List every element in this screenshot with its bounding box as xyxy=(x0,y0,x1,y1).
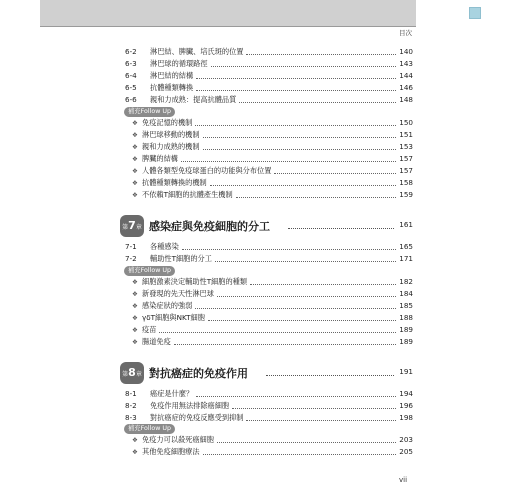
toc-entry[interactable]: 8-3 對抗癌症的免疫反應受到抑制 198 xyxy=(125,413,413,422)
toc-subentry[interactable]: ❖ 抗體種類轉換的機制 158 xyxy=(132,178,413,187)
toc-subentry[interactable]: ❖ 淋巴球移動的機制 151 xyxy=(132,130,413,139)
diamond-icon: ❖ xyxy=(132,155,138,163)
toc-entry[interactable]: 6-2 淋巴結、脾臟、培氏斑的位置 140 xyxy=(125,47,413,56)
diamond-icon: ❖ xyxy=(132,143,138,151)
toc-entry[interactable]: 6-6 親和力成熟：提高抗體品質 148 xyxy=(125,95,413,104)
diamond-icon: ❖ xyxy=(132,314,138,322)
chapter-page: 191 xyxy=(399,367,413,376)
toc-entry[interactable]: 6-4 淋巴結的結構 144 xyxy=(125,71,413,80)
chapter-title: 對抗癌症的免疫作用 xyxy=(149,367,248,380)
chapter-title: 感染症與免疫細胞的分工 xyxy=(149,220,270,233)
toc-subentry[interactable]: ❖ 免疫記憶的機制 150 xyxy=(132,118,413,127)
toc-subentry[interactable]: ❖ 人體各類型免疫球蛋白的功能與分布位置 157 xyxy=(132,166,413,175)
toc-subentry[interactable]: ❖ 免疫力可以殺死癌細胞 203 xyxy=(132,435,413,444)
toc-subentry[interactable]: ❖ 感染症狀的強弱 185 xyxy=(132,301,413,310)
page-number: vii xyxy=(399,476,408,484)
header-bar xyxy=(40,0,416,26)
toc-subentry[interactable]: ❖ 不依賴T細胞的抗體產生機制 159 xyxy=(132,190,413,199)
diamond-icon: ❖ xyxy=(132,191,138,199)
diamond-icon: ❖ xyxy=(132,167,138,175)
toc-subentry[interactable]: ❖ 脾臟的結構 157 xyxy=(132,154,413,163)
diamond-icon: ❖ xyxy=(132,119,138,127)
diamond-icon: ❖ xyxy=(132,179,138,187)
diamond-icon: ❖ xyxy=(132,338,138,346)
toc-subentry[interactable]: ❖ 新發現的先天性淋巴球 184 xyxy=(132,289,413,298)
toc-subentry[interactable]: ❖ γδT細胞與NKT細胞 188 xyxy=(132,313,413,322)
toc-entry[interactable]: 6-3 淋巴球的循環路徑 143 xyxy=(125,59,413,68)
supplement-badge: 補充Follow Up xyxy=(124,266,175,276)
toc-subentry[interactable]: ❖ 細胞激素決定輔助性T細胞的種類 182 xyxy=(132,277,413,286)
toc-subentry[interactable]: ❖ 親和力成熟的機制 153 xyxy=(132,142,413,151)
diamond-icon: ❖ xyxy=(132,326,138,334)
toc-entry[interactable]: 8-1 癌症是什麼？ 194 xyxy=(125,389,413,398)
header-label: 目次 xyxy=(399,29,412,37)
diamond-icon: ❖ xyxy=(132,448,138,456)
diamond-icon: ❖ xyxy=(132,290,138,298)
header-rule xyxy=(40,26,416,27)
toc-entry[interactable]: 8-2 免疫作用無法排除癌細胞 196 xyxy=(125,401,413,410)
diamond-icon: ❖ xyxy=(132,278,138,286)
chapter-page: 161 xyxy=(399,220,413,229)
toc-subentry[interactable]: ❖ 腸道免疫 189 xyxy=(132,337,413,346)
toc-subentry[interactable]: ❖ 其他免疫細胞療法 205 xyxy=(132,447,413,456)
toc-entry[interactable]: 7-1 各種感染 165 xyxy=(125,242,413,251)
diamond-icon: ❖ xyxy=(132,131,138,139)
toc-entry[interactable]: 6-5 抗體種類轉換 146 xyxy=(125,83,413,92)
chapter-heading[interactable] xyxy=(120,362,413,384)
toc-subentry[interactable]: ❖ 疫苗 189 xyxy=(132,325,413,334)
supplement-badge: 補充Follow Up xyxy=(124,424,175,434)
diamond-icon: ❖ xyxy=(132,436,138,444)
chapter-badge: 第7章 xyxy=(120,215,144,237)
toc-entry[interactable]: 7-2 輔助性T細胞的分工 171 xyxy=(125,254,413,263)
chapter-heading[interactable] xyxy=(120,215,413,237)
corner-tab-icon xyxy=(469,7,481,19)
supplement-badge: 補充Follow Up xyxy=(124,107,175,117)
chapter-badge: 第8章 xyxy=(120,362,144,384)
diamond-icon: ❖ xyxy=(132,302,138,310)
